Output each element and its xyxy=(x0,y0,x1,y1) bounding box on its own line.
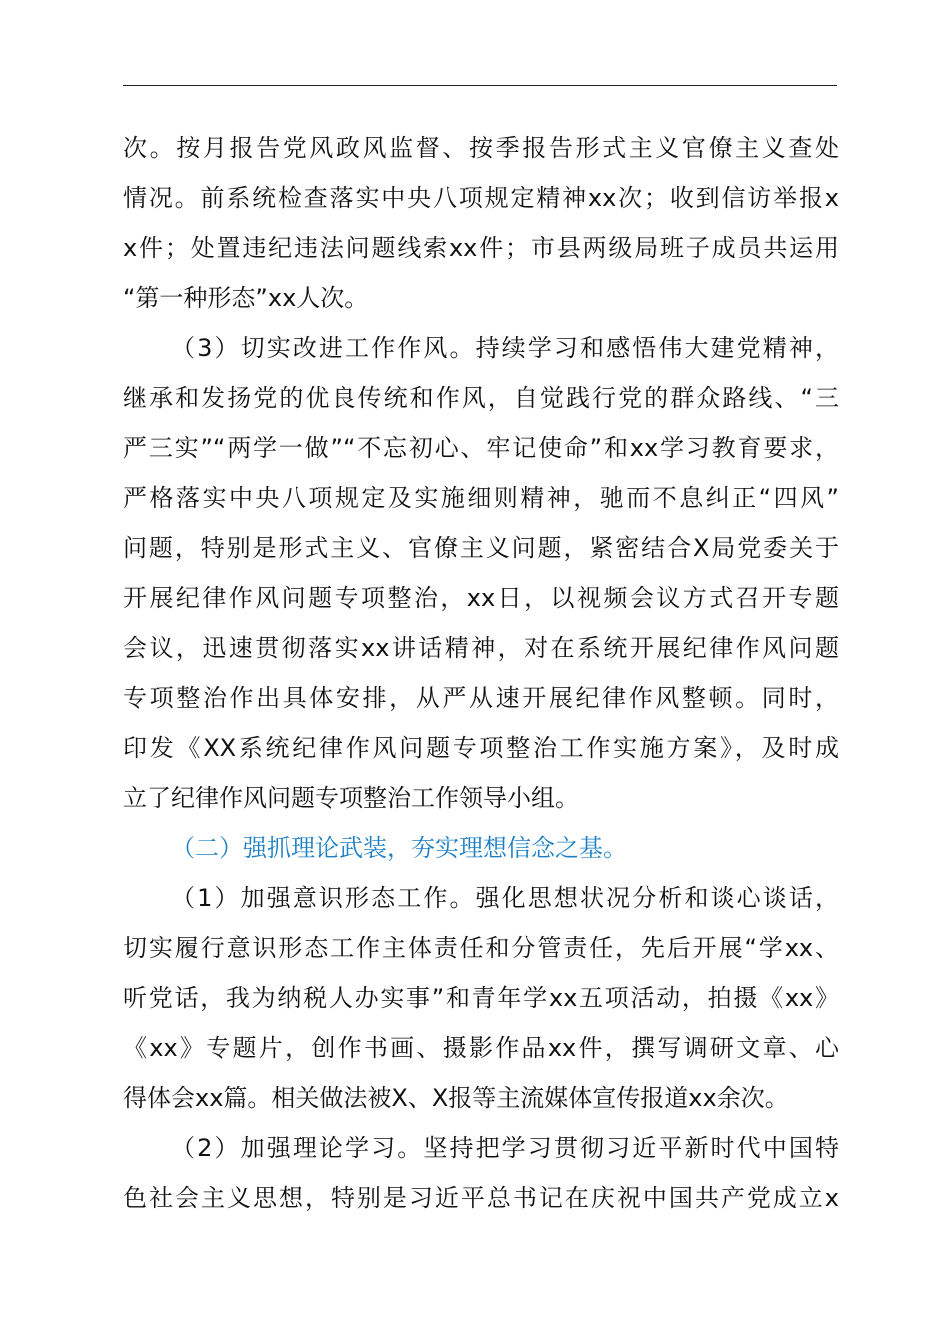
text-line: 严格落实中央八项规定及实施细则精神，驰而不息纠正“四风” xyxy=(123,484,839,512)
text-line: 严三实”“两学一做”“不忘初心、牢记使命”和xx学习教育要求， xyxy=(123,434,839,462)
text-line: 听党话，我为纳税人办实事”和青年学xx五项活动，拍摄《xx》 xyxy=(123,984,839,1012)
text-line: 立了纪律作风问题专项整治工作领导小组。 xyxy=(123,784,579,812)
text-line: 专项整治作出具体安排，从严从速开展纪律作风整顿。同时， xyxy=(123,684,839,712)
text-line: 印发《XX系统纪律作风问题专项整治工作实施方案》，及时成 xyxy=(123,734,839,762)
text-line: 问题，特别是形式主义、官僚主义问题，紧密结合X局党委关于 xyxy=(123,534,839,562)
text-line: x件；处置违纪违法问题线索xx件；市县两级局班子成员共运用 xyxy=(123,234,839,262)
text-line: 色社会主义思想，特别是习近平总书记在庆祝中国共产党成立x xyxy=(123,1184,839,1212)
text-line: “第一种形态”xx人次。 xyxy=(123,284,369,312)
paragraph-start-line: （1）加强意识形态工作。强化思想状况分析和谈心谈话， xyxy=(171,884,839,912)
text-line: 《xx》专题片，创作书画、摄影作品xx件，撰写调研文章、心 xyxy=(123,1034,839,1062)
text-line: 会议，迅速贯彻落实xx讲话精神，对在系统开展纪律作风问题 xyxy=(123,634,839,662)
text-line: 次。按月报告党风政风监督、按季报告形式主义官僚主义查处 xyxy=(123,134,839,162)
paragraph-start-line: （3）切实改进工作作风。持续学习和感悟伟大建党精神， xyxy=(171,334,839,362)
paragraph-start-line: （2）加强理论学习。坚持把学习贯彻习近平新时代中国特 xyxy=(171,1134,839,1162)
text-line: 情况。前系统检查落实中央八项规定精神xx次；收到信访举报x xyxy=(123,184,839,212)
section-heading: （二）强抓理论武装，夯实理想信念之基。 xyxy=(171,834,627,862)
text-line: 继承和发扬党的优良传统和作风，自觉践行党的群众路线、“三 xyxy=(123,384,839,412)
text-line: 切实履行意识形态工作主体责任和分管责任，先后开展“学xx、 xyxy=(123,934,839,962)
header-rule xyxy=(123,85,837,86)
text-line: 得体会xx篇。相关做法被X、X报等主流媒体宣传报道xx余次。 xyxy=(123,1084,789,1112)
text-line: 开展纪律作风问题专项整治，xx日，以视频会议方式召开专题 xyxy=(123,584,839,612)
